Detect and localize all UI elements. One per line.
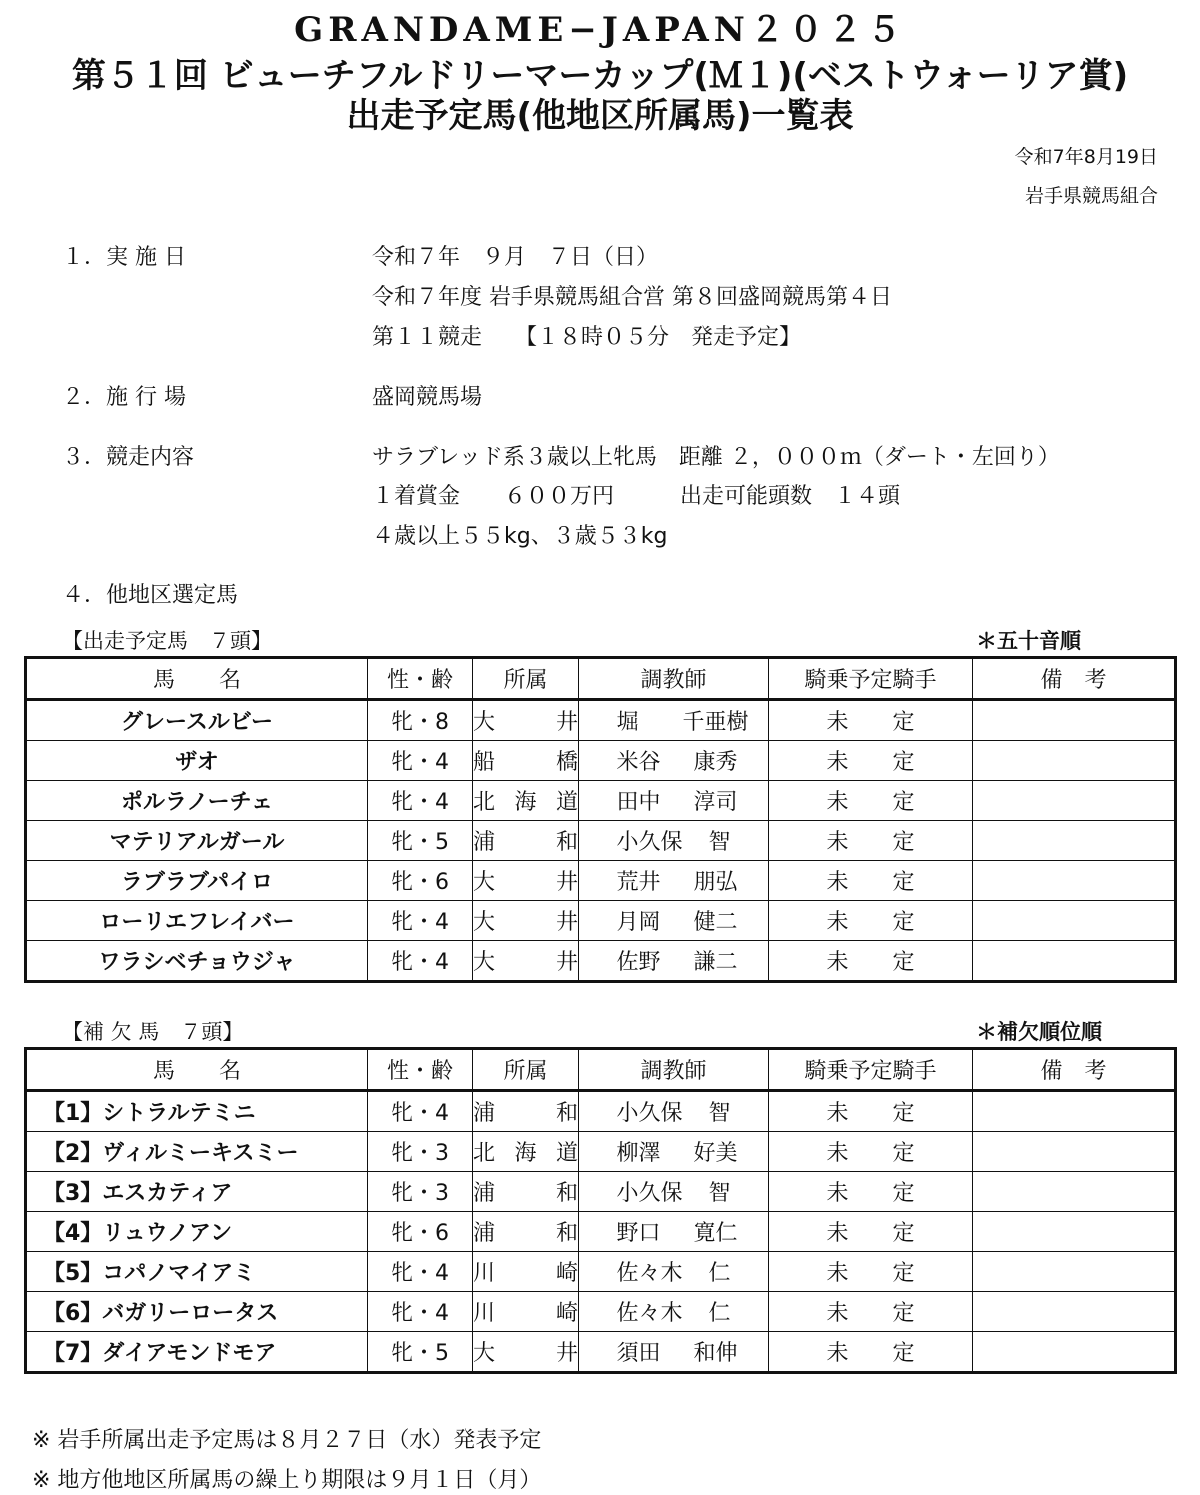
trainer [579, 741, 769, 781]
sex-age: 牝・4 [368, 1252, 473, 1292]
trainer-family-name: 米谷 [616, 750, 661, 775]
horse-name: 【3】エスカティア [26, 1172, 368, 1212]
affiliation: 大井 [473, 901, 579, 941]
col-remarks-header: 備 考 [973, 1049, 1176, 1091]
trainer [579, 1332, 769, 1373]
table-row [26, 1332, 1176, 1373]
trainer-family-name: 田中 [616, 790, 661, 815]
trainer [579, 1292, 769, 1332]
trainer-family-name: 柳澤 [616, 1141, 661, 1166]
section-3-label: ３．競走内容 [62, 445, 195, 470]
jockey: 未 定 [769, 781, 973, 821]
trainer-given-name: 健二 [693, 910, 738, 935]
trainer-family-name: 小久保 [616, 1181, 683, 1206]
col-affiliation-header: 所属 [473, 658, 579, 700]
trainer-given-name: 寛仁 [693, 1221, 738, 1246]
section-3-line-1: サラブレッド系３歳以上牝馬 距離 ２，０００ｍ（ダート・左回り） [372, 445, 1060, 470]
trainer-family-name: 佐々木 [616, 1261, 683, 1286]
table-row [26, 1252, 1176, 1292]
section-1-label: １．実 施 日 [62, 245, 186, 270]
affiliation: 大井 [473, 861, 579, 901]
trainer-family-name: 荒井 [616, 870, 661, 895]
trainer [579, 1132, 769, 1172]
entries-table [24, 656, 1177, 983]
jockey: 未 定 [769, 1091, 973, 1132]
trainer [579, 821, 769, 861]
remarks [973, 1252, 1176, 1292]
remarks [973, 700, 1176, 741]
affiliation: 浦和 [473, 1212, 579, 1252]
sex-age: 牝・8 [368, 700, 473, 741]
sex-age: 牝・4 [368, 1292, 473, 1332]
horse-name: マテリアルガール [26, 821, 368, 861]
col-sex-age-header: 性・齢 [368, 1049, 473, 1091]
trainer-given-name: 朋弘 [693, 870, 738, 895]
jockey: 未 定 [769, 1212, 973, 1252]
trainer-given-name: 淳司 [693, 790, 738, 815]
trainer-given-name: 智 [708, 830, 731, 855]
trainer-given-name: 千亜樹 [682, 710, 749, 735]
section-1-line-1: 令和７年 ９月 ７日（日） [372, 245, 659, 270]
table-row [26, 941, 1176, 982]
affiliation: 大井 [473, 700, 579, 741]
jockey: 未 定 [769, 821, 973, 861]
horse-name: 【4】リュウノアン [26, 1212, 368, 1252]
table-header-row [26, 1049, 1176, 1091]
sex-age: 牝・6 [368, 1212, 473, 1252]
issue-date: 令和7年8月19日 [1014, 146, 1158, 168]
remarks [973, 1132, 1176, 1172]
trainer [579, 1252, 769, 1292]
affiliation: 川崎 [473, 1292, 579, 1332]
sex-age: 牝・4 [368, 741, 473, 781]
horse-name: ローリエフレイバー [26, 901, 368, 941]
col-trainer-header: 調教師 [579, 658, 769, 700]
remarks [973, 1091, 1176, 1132]
trainer [579, 861, 769, 901]
remarks [973, 1212, 1176, 1252]
horse-name: ザオ [26, 741, 368, 781]
trainer [579, 700, 769, 741]
jockey: 未 定 [769, 901, 973, 941]
trainer-given-name: 仁 [708, 1301, 731, 1326]
jockey: 未 定 [769, 1172, 973, 1212]
sex-age: 牝・4 [368, 901, 473, 941]
remarks [973, 821, 1176, 861]
affiliation: 浦和 [473, 821, 579, 861]
sex-age: 牝・4 [368, 781, 473, 821]
col-trainer-header: 調教師 [579, 1049, 769, 1091]
col-horse-name-header: 馬 名 [26, 1049, 368, 1091]
affiliation: 浦和 [473, 1091, 579, 1132]
affiliation: 大井 [473, 941, 579, 982]
section-1-line-2: 令和７年度 岩手県競馬組合営 第８回盛岡競馬第４日 [372, 285, 892, 310]
trainer-given-name: 好美 [693, 1141, 738, 1166]
reserves-sort-note: ＊補欠順位順 [976, 1020, 1102, 1044]
sex-age: 牝・4 [368, 941, 473, 982]
affiliation: 船橋 [473, 741, 579, 781]
reserves-label: 【補 欠 馬 ７頭】 [62, 1020, 244, 1044]
remarks [973, 941, 1176, 982]
affiliation: 川崎 [473, 1252, 579, 1292]
jockey: 未 定 [769, 941, 973, 982]
col-affiliation-header: 所属 [473, 1049, 579, 1091]
jockey: 未 定 [769, 700, 973, 741]
issuer-organization: 岩手県競馬組合 [1024, 185, 1158, 207]
horse-name: 【6】バガリーロータス [26, 1292, 368, 1332]
entries-label: 【出走予定馬 ７頭】 [62, 629, 272, 653]
sex-age: 牝・5 [368, 1332, 473, 1373]
title-list: 出走予定馬(他地区所属馬)一覧表 [346, 96, 854, 136]
trainer-family-name: 堀 [616, 710, 639, 735]
remarks [973, 1172, 1176, 1212]
horse-name: 【2】ヴィルミーキスミー [26, 1132, 368, 1172]
section-3-line-2: １着賞金 ６００万円 出走可能頭数 １４頭 [372, 484, 901, 509]
trainer-family-name: 須田 [616, 1341, 661, 1366]
sex-age: 牝・3 [368, 1132, 473, 1172]
trainer [579, 901, 769, 941]
col-sex-age-header: 性・齢 [368, 658, 473, 700]
horse-name: 【5】コパノマイアミ [26, 1252, 368, 1292]
table-row [26, 741, 1176, 781]
sex-age: 牝・4 [368, 1091, 473, 1132]
trainer-given-name: 仁 [708, 1261, 731, 1286]
table-row [26, 781, 1176, 821]
trainer-family-name: 小久保 [616, 830, 683, 855]
remarks [973, 741, 1176, 781]
table-row [26, 1172, 1176, 1212]
sex-age: 牝・6 [368, 861, 473, 901]
jockey: 未 定 [769, 1292, 973, 1332]
section-2-value: 盛岡競馬場 [372, 385, 483, 410]
table-row [26, 1132, 1176, 1172]
trainer-given-name: 和伸 [693, 1341, 738, 1366]
affiliation: 大井 [473, 1332, 579, 1373]
trainer [579, 781, 769, 821]
col-horse-name-header: 馬 名 [26, 658, 368, 700]
trainer [579, 1172, 769, 1212]
remarks [973, 1292, 1176, 1332]
section-3-line-3: ４歳以上５５kg、３歳５３kg [372, 524, 668, 549]
col-jockey-header: 騎乗予定騎手 [769, 1049, 973, 1091]
affiliation: 浦和 [473, 1172, 579, 1212]
entries-sort-note: ＊五十音順 [976, 629, 1081, 653]
table-header-row [26, 658, 1176, 700]
trainer [579, 1091, 769, 1132]
horse-name: 【7】ダイアモンドモア [26, 1332, 368, 1373]
reserves-table [24, 1047, 1177, 1374]
remarks [973, 901, 1176, 941]
affiliation: 北海道 [473, 781, 579, 821]
horse-name: グレースルビー [26, 700, 368, 741]
remarks [973, 1332, 1176, 1373]
trainer-given-name: 謙二 [693, 950, 738, 975]
jockey: 未 定 [769, 1332, 973, 1373]
horse-name: ポルラノーチェ [26, 781, 368, 821]
remarks [973, 861, 1176, 901]
sex-age: 牝・3 [368, 1172, 473, 1212]
section-2-label: ２．施 行 場 [62, 385, 186, 410]
trainer-family-name: 野口 [616, 1221, 661, 1246]
table-row [26, 901, 1176, 941]
col-remarks-header: 備 考 [973, 658, 1176, 700]
section-1-line-3: 第１１競走 【１８時０５分 発走予定】 [372, 325, 802, 350]
jockey: 未 定 [769, 861, 973, 901]
trainer [579, 941, 769, 982]
title-race: 第５１回 ビューチフルドリーマーカップ(Ｍ１)(ベストウォーリア賞) [71, 56, 1129, 96]
title-event: GRANDAME−JAPAN２０２５ [294, 10, 906, 50]
sex-age: 牝・5 [368, 821, 473, 861]
col-jockey-header: 騎乗予定騎手 [769, 658, 973, 700]
affiliation: 北海道 [473, 1132, 579, 1172]
table-row [26, 821, 1176, 861]
trainer [579, 1212, 769, 1252]
trainer-given-name: 康秀 [693, 750, 738, 775]
table-row [26, 1212, 1176, 1252]
trainer-family-name: 佐野 [616, 950, 661, 975]
jockey: 未 定 [769, 1132, 973, 1172]
horse-name: 【1】シトラルテミニ [26, 1091, 368, 1132]
trainer-family-name: 佐々木 [616, 1301, 683, 1326]
horse-name: ワラシベチョウジャ [26, 941, 368, 982]
jockey: 未 定 [769, 1252, 973, 1292]
footnote-announcement: ※ 岩手所属出走予定馬は８月２７日（水）発表予定 [32, 1428, 542, 1453]
trainer-given-name: 智 [708, 1101, 731, 1126]
table-row [26, 1292, 1176, 1332]
horse-name: ラブラブパイロ [26, 861, 368, 901]
remarks [973, 781, 1176, 821]
section-4-label: ４．他地区選定馬 [62, 583, 239, 608]
trainer-family-name: 小久保 [616, 1101, 683, 1126]
jockey: 未 定 [769, 741, 973, 781]
table-row [26, 861, 1176, 901]
footnote-deadline: ※ 地方他地区所属馬の繰上り期限は９月１日（月） [32, 1468, 542, 1493]
trainer-family-name: 月岡 [616, 910, 661, 935]
trainer-given-name: 智 [708, 1181, 731, 1206]
table-row [26, 1091, 1176, 1132]
table-row [26, 700, 1176, 741]
